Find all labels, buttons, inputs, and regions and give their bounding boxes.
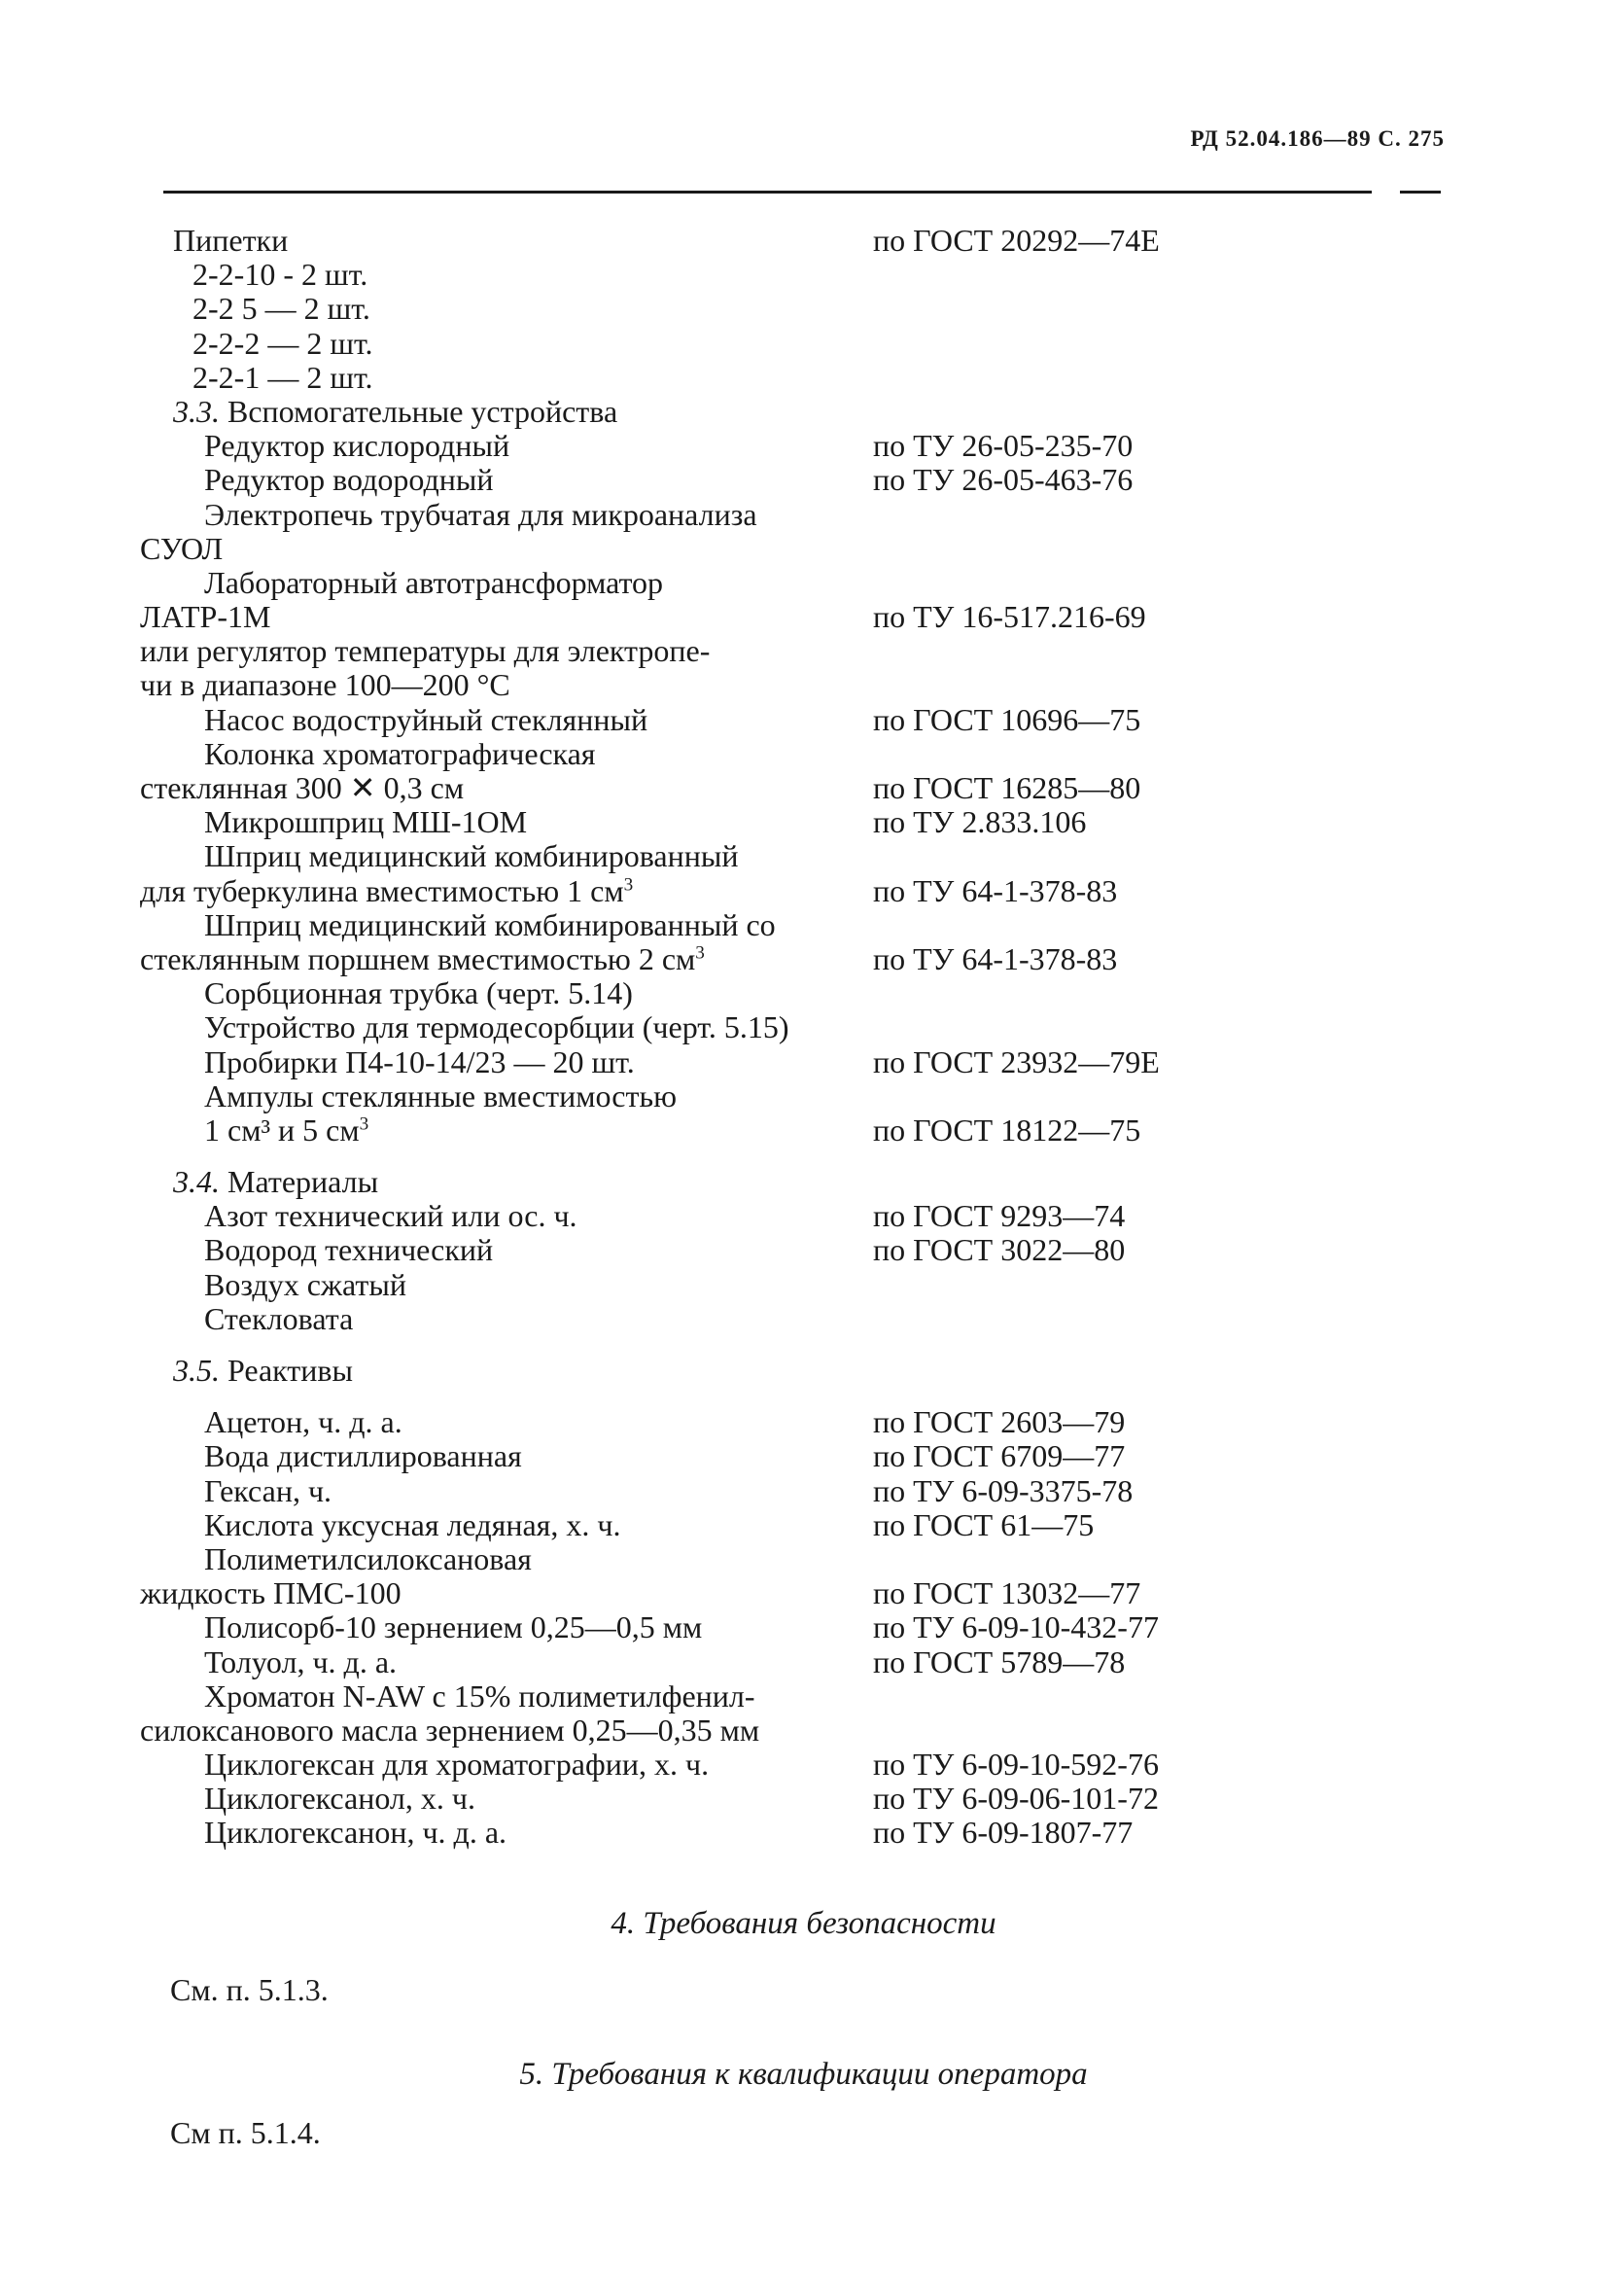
item-name: Редуктор кислородный [204, 428, 510, 464]
item-name: Стекловата [204, 1300, 354, 1336]
item-standard: по ТУ 6-09-06-101-72 [873, 1781, 1159, 1817]
item-name: Шприц медицинский комбинированный [204, 838, 739, 874]
list-row [0, 1045, 1607, 1079]
item-name: 3.4. Материалы [173, 1164, 379, 1200]
list-row [0, 1199, 1607, 1233]
item-name: Устройство для термодесорбции (черт. 5.15) [204, 1009, 789, 1045]
list-row [0, 1816, 1607, 1850]
item-name: 3.3. Вспомогательные устройства [173, 393, 618, 429]
item-name: Ацетон, ч. д. а. [204, 1404, 402, 1440]
section-5-title: 5. Требования к квалификации оператора [519, 2057, 1088, 2092]
item-standard: по ГОСТ 2603—79 [873, 1404, 1126, 1440]
item-name: 2-2-1 — 2 шт. [192, 359, 373, 395]
list-row [0, 224, 1607, 258]
list-row [0, 839, 1607, 873]
item-name: Лабораторный автотрансформатор [204, 564, 664, 600]
section-4-title: 4. Требования безопасности [611, 1906, 996, 1941]
list-row [0, 566, 1607, 600]
item-name: Полисорб-10 зернением 0,25—0,5 мм [204, 1609, 703, 1645]
item-name: Пипетки [173, 223, 289, 258]
item-name: стеклянным поршнем вместимостью 2 $см^3$ [140, 940, 705, 976]
item-name: Хроматон N-AW с 15% полиметилфенил- [204, 1678, 755, 1713]
item-name: Толуол, ч. д. а. [204, 1643, 398, 1679]
list-row [0, 1782, 1607, 1816]
item-name: Пробирки П4-10-14/23 — 20 шт. [204, 1043, 635, 1079]
list-row [0, 532, 1607, 566]
section-number: 3.5. [173, 1353, 220, 1388]
item-standard: по ГОСТ 23932—79Е [873, 1043, 1160, 1079]
list-row [0, 395, 1607, 429]
list-row [0, 1713, 1607, 1748]
item-name: Водород технический [204, 1232, 494, 1268]
header-rule [163, 191, 1372, 194]
list-row [0, 874, 1607, 908]
list-row [0, 771, 1607, 805]
item-name: Кислота уксусная ледяная, х. ч. [204, 1506, 621, 1542]
item-name: Азот технический или ос. ч. [204, 1198, 577, 1234]
item-name: Циклогексанон, ч. д. а. [204, 1815, 507, 1851]
list-row [0, 1474, 1607, 1508]
list-row [0, 1113, 1607, 1148]
header-rule-short [1400, 191, 1441, 194]
item-name: Вода дистиллированная [204, 1438, 522, 1474]
item-standard: по ТУ 6-09-3375-78 [873, 1472, 1134, 1508]
item-name: 3.5. Реактивы [173, 1353, 354, 1388]
item-name: Насос водоструйный стеклянный [204, 701, 648, 737]
item-name: 2-2-2 — 2 шт. [192, 325, 373, 361]
item-name: Сорбционная трубка (черт. 5.14) [204, 975, 633, 1011]
list-row [0, 737, 1607, 771]
item-name: Циклогексан для хроматографии, х. ч. [204, 1747, 710, 1783]
item-standard: по ГОСТ 20292—74Е [873, 223, 1160, 258]
item-name: или регулятор температуры для электропе- [140, 633, 711, 669]
section-5-text: См п. 5.1.4. [170, 2115, 321, 2150]
list-row [0, 498, 1607, 532]
equipment-list [0, 224, 1607, 1851]
item-name: Колонка хроматографическая [204, 735, 596, 771]
item-standard: по ТУ 6-09-10-432-77 [873, 1609, 1159, 1645]
list-row [0, 1302, 1607, 1336]
list-row [0, 908, 1607, 942]
list-row [0, 292, 1607, 326]
item-standard: по ГОСТ 16285—80 [873, 770, 1141, 805]
list-row [0, 361, 1607, 395]
list-row [0, 429, 1607, 463]
list-row [0, 258, 1607, 292]
item-standard: по ГОСТ 18122—75 [873, 1112, 1141, 1148]
item-name: СУОЛ [140, 530, 224, 566]
list-row [0, 1576, 1607, 1610]
item-standard: по ТУ 16-517.216-69 [873, 599, 1146, 635]
item-standard: по ГОСТ 10696—75 [873, 701, 1141, 737]
item-standard: по ГОСТ 5789—78 [873, 1643, 1126, 1679]
section-number: 3.4. [173, 1164, 220, 1200]
list-row [0, 327, 1607, 361]
list-row [0, 1645, 1607, 1679]
item-standard: по ТУ 64-1-378-83 [873, 940, 1118, 976]
list-row [0, 703, 1607, 737]
item-standard: по ГОСТ 61—75 [873, 1506, 1095, 1542]
list-row [0, 1439, 1607, 1473]
list-row [0, 1010, 1607, 1044]
item-name: Редуктор водородный [204, 462, 494, 498]
list-row [0, 1542, 1607, 1576]
page-header: РД 52.04.186—89 С. 275 [1190, 126, 1445, 151]
item-standard: по ТУ 26-05-235-70 [873, 428, 1134, 464]
item-name: Полиметилсилоксановая [204, 1540, 532, 1576]
item-standard: по ТУ 64-1-378-83 [873, 872, 1118, 908]
list-row [0, 1748, 1607, 1782]
list-row [0, 634, 1607, 668]
item-name: стеклянная 300 ✕ 0,3 см [140, 770, 465, 805]
item-standard: по ГОСТ 13032—77 [873, 1575, 1141, 1611]
item-name: Электропечь трубчатая для микроанализа [204, 496, 757, 532]
item-name: Циклогексанол, х. ч. [204, 1781, 475, 1817]
list-row [0, 1079, 1607, 1113]
section-number: 3.3. [173, 393, 220, 429]
item-name: чи в диапазоне 100—200 °С [140, 667, 510, 703]
item-standard: по ГОСТ 3022—80 [873, 1232, 1126, 1268]
item-standard: по ТУ 26-05-463-76 [873, 462, 1134, 498]
list-row [0, 942, 1607, 976]
item-standard: по ТУ 6-09-10-592-76 [873, 1747, 1159, 1783]
item-name: Ампулы стеклянные вместимостью [204, 1077, 677, 1113]
list-row [0, 668, 1607, 702]
list-row [0, 805, 1607, 839]
item-name: 1 см³ и 5 $см^3$ [204, 1112, 369, 1148]
list-row [0, 1405, 1607, 1439]
item-name: Шприц медицинский комбинированный со [204, 906, 776, 942]
list-row [0, 1165, 1607, 1199]
list-row [0, 1268, 1607, 1302]
item-name: 2-2-10 - 2 шт. [192, 257, 368, 293]
section-4-text: См. п. 5.1.3. [170, 1972, 329, 2007]
item-name: силоксанового масла зернением 0,25—0,35 мм [140, 1712, 760, 1748]
item-name: Гексан, ч. [204, 1472, 332, 1508]
list-row [0, 1354, 1607, 1388]
item-standard: по ГОСТ 6709—77 [873, 1438, 1126, 1474]
list-row [0, 463, 1607, 497]
item-standard: по ТУ 2.833.106 [873, 804, 1087, 840]
item-name: ЛАТР-1М [140, 599, 271, 635]
item-standard: по ТУ 6-09-1807-77 [873, 1815, 1134, 1851]
list-row [0, 1679, 1607, 1713]
list-row [0, 976, 1607, 1010]
item-name: для туберкулина вместимостью 1 $см^3$ [140, 872, 634, 908]
item-standard: по ГОСТ 9293—74 [873, 1198, 1126, 1234]
item-name: Микрошприц МШ-1ОМ [204, 804, 528, 840]
item-name: Воздух сжатый [204, 1266, 406, 1302]
item-name: жидкость ПМС-100 [140, 1575, 402, 1611]
item-name: 2-2 5 — 2 шт. [192, 291, 370, 327]
list-row [0, 1508, 1607, 1542]
list-row [0, 600, 1607, 634]
list-row [0, 1233, 1607, 1267]
list-row [0, 1610, 1607, 1644]
